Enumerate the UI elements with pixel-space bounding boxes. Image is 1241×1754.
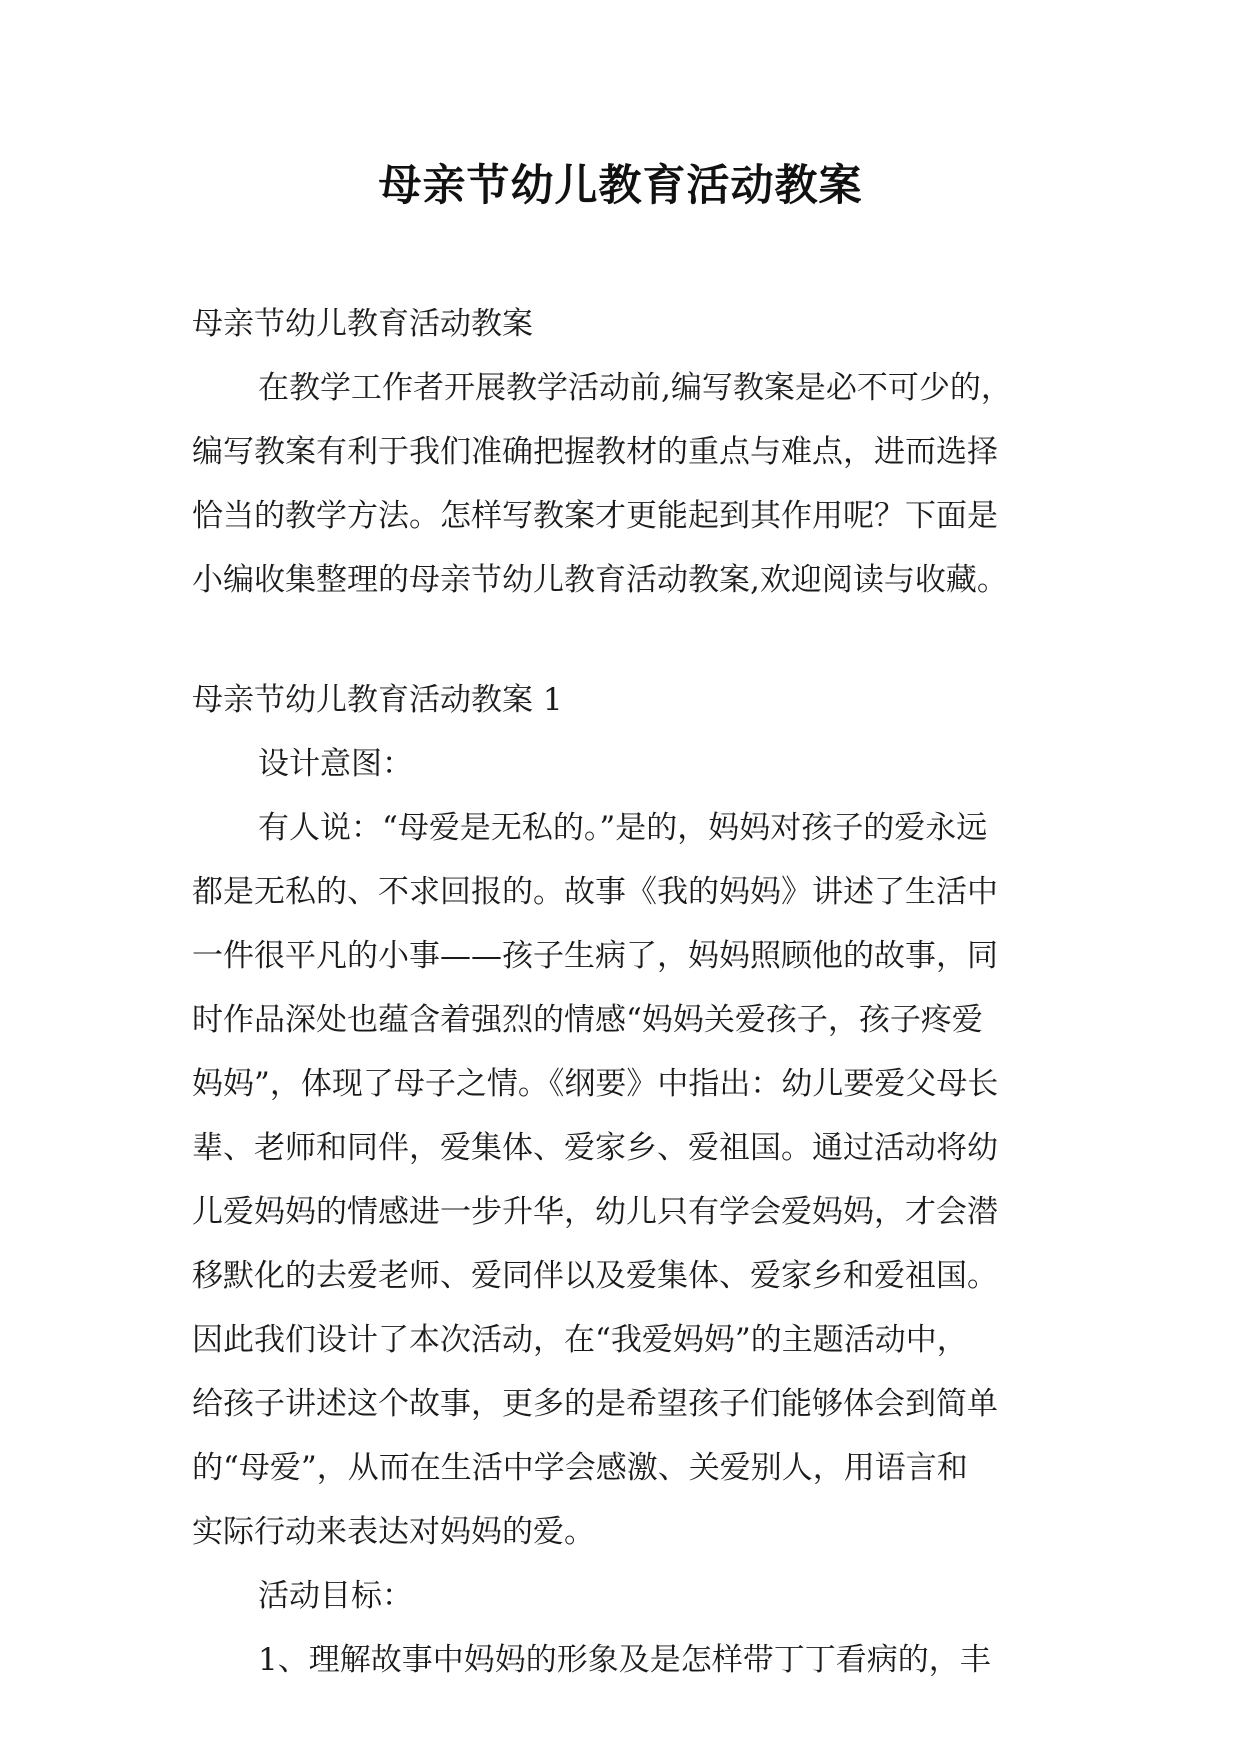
design-intent-line: 实际行动来表达对妈妈的爱。 bbox=[192, 1514, 595, 1550]
design-intent-line: 有人说：“母爱是无私的。”是的，妈妈对孩子的爱永远 bbox=[258, 810, 988, 846]
intro-line: 小编收集整理的母亲节幼儿教育活动教案,欢迎阅读与收藏。 bbox=[192, 562, 1008, 598]
design-intent-line: 的“母爱”，从而在生活中学会感激、关爱别人，用语言和 bbox=[192, 1450, 968, 1486]
design-intent-line: 时作品深处也蕴含着强烈的情感“妈妈关爱孩子，孩子疼爱 bbox=[192, 1002, 983, 1038]
goals-label: 活动目标： bbox=[258, 1578, 413, 1614]
design-intent-line: 移默化的去爱老师、爱同伴以及爱集体、爱家乡和爱祖国。 bbox=[192, 1258, 998, 1294]
document-body bbox=[192, 292, 1064, 1692]
design-intent-line: 妈妈”，体现了母子之情。《纲要》中指出：幼儿要爱父母长 bbox=[192, 1066, 999, 1102]
design-intent-line: 辈、老师和同伴，爱集体、爱家乡、爱祖国。通过活动将幼 bbox=[192, 1130, 998, 1166]
design-intent-line: 因此我们设计了本次活动，在“我爱妈妈”的主题活动中， bbox=[192, 1322, 968, 1358]
section-gap bbox=[192, 612, 1064, 668]
design-intent-label: 设计意图： bbox=[258, 746, 413, 782]
subtitle: 母亲节幼儿教育活动教案 bbox=[192, 306, 533, 342]
goal-item: 1、理解故事中妈妈的形象及是怎样带丁丁看病的，丰 bbox=[258, 1642, 991, 1678]
document-title: 母亲节幼儿教育活动教案 bbox=[378, 161, 863, 211]
intro-line: 在教学工作者开展教学活动前,编写教案是必不可少的， bbox=[258, 370, 1012, 406]
section-heading: 母亲节幼儿教育活动教案 1 bbox=[192, 682, 563, 718]
design-intent-line: 给孩子讲述这个故事，更多的是希望孩子们能够体会到简单 bbox=[192, 1386, 998, 1422]
design-intent-line: 儿爱妈妈的情感进一步升华，幼儿只有学会爱妈妈，才会潜 bbox=[192, 1194, 998, 1230]
design-intent-line: 一件很平凡的小事——孩子生病了，妈妈照顾他的故事，同 bbox=[192, 938, 998, 974]
intro-line: 编写教案有利于我们准确把握教材的重点与难点，进而选择 bbox=[192, 434, 998, 470]
intro-line: 恰当的教学方法。怎样写教案才更能起到其作用呢？下面是 bbox=[192, 498, 998, 534]
design-intent-line: 都是无私的、不求回报的。故事《我的妈妈》讲述了生活中 bbox=[192, 874, 998, 910]
